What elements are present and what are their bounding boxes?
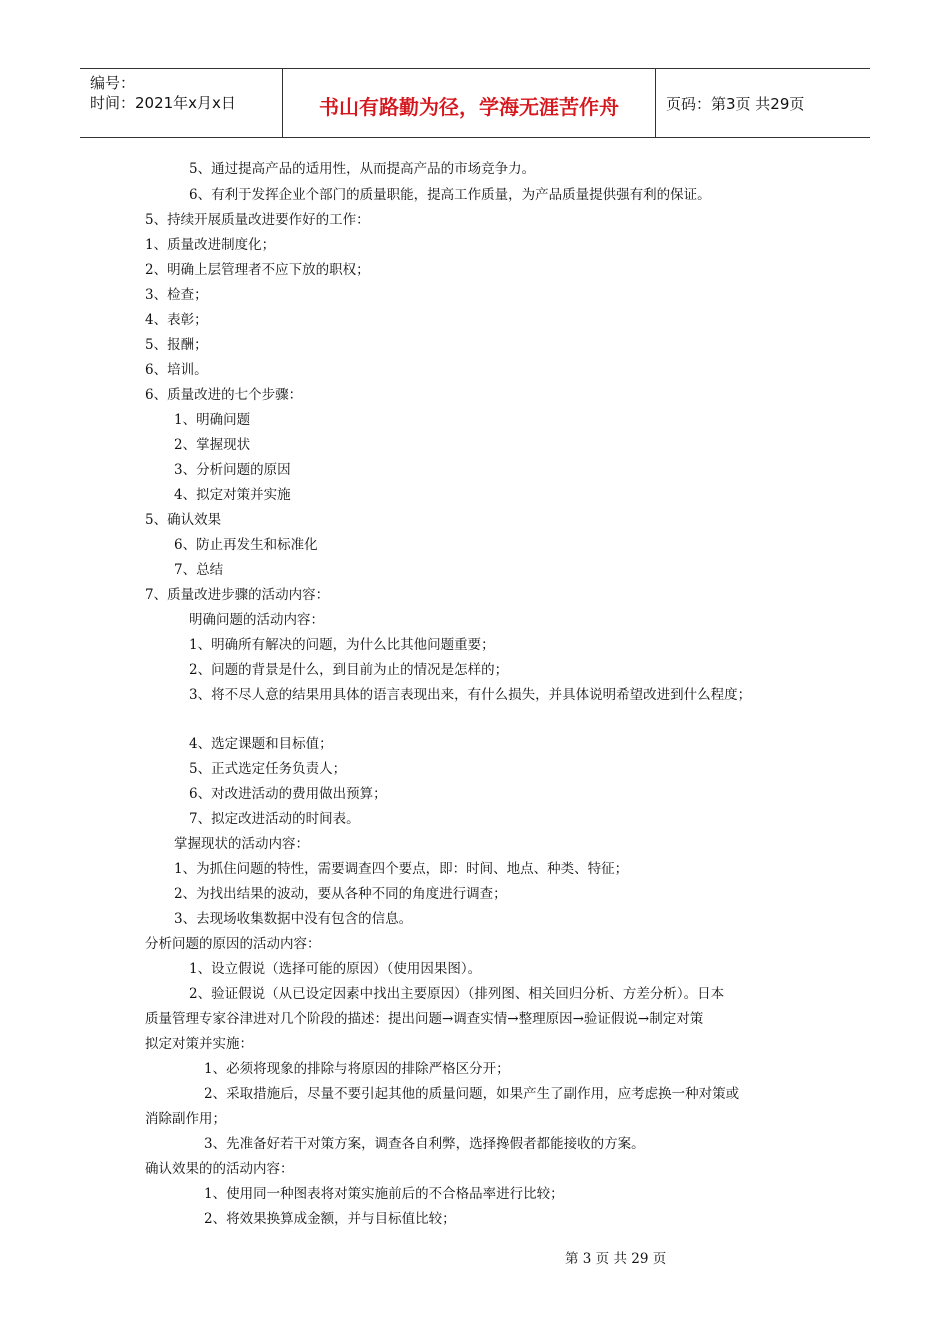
text-line: 5、通过提高产品的适用性，从而提高产品的市场竞争力。	[189, 161, 536, 177]
header-divider	[655, 69, 656, 137]
page-header	[80, 68, 870, 138]
text-line: 2、掌握现状	[174, 437, 251, 453]
header-page-label: 页码：第3页 共29页	[666, 95, 805, 113]
page-footer: 第 3 页 共 29 页	[565, 1251, 667, 1267]
text-line: 5、确认效果	[145, 512, 222, 528]
text-line: 1、设立假说（选择可能的原因）（使用因果图）。	[189, 961, 482, 977]
text-line: 质量管理专家谷津进对几个阶段的描述：提出问题→调查实情→整理原因→验证假说→制定对策	[145, 1011, 704, 1027]
text-line: 拟定对策并实施：	[145, 1036, 253, 1052]
text-line: 6、培训。	[145, 362, 208, 378]
text-line: 确认效果的的活动内容：	[145, 1161, 294, 1177]
text-line: 3、分析问题的原因	[174, 462, 291, 478]
text-line: 6、对改进活动的费用做出预算；	[189, 786, 387, 802]
time-label: 时间：2021年x月x日	[90, 94, 236, 112]
text-line: 7、拟定改进活动的时间表。	[189, 811, 360, 827]
text-line: 6、防止再发生和标准化	[174, 537, 318, 553]
text-line: 5、持续开展质量改进要作好的工作：	[145, 212, 370, 228]
text-line: 7、质量改进步骤的活动内容：	[145, 587, 330, 603]
text-line: 1、质量改进制度化；	[145, 237, 276, 253]
text-line: 1、必须将现象的排除与将原因的排除严格区分开；	[204, 1061, 510, 1077]
text-line: 4、选定课题和目标值；	[189, 736, 333, 752]
text-line: 2、验证假说（从已设定因素中找出主要原因）（排列图、相关回归分析、方差分析）。日本	[189, 986, 725, 1002]
text-line: 7、总结	[174, 562, 224, 578]
text-line: 3、先准备好若干对策方案，调查各自利弊，选择搀假者都能接收的方案。	[204, 1136, 645, 1152]
text-line: 1、为抓住问题的特性，需要调查四个要点，即：时间、地点、种类、特征；	[174, 861, 629, 877]
text-line: 4、拟定对策并实施	[174, 487, 291, 503]
text-line: 1、明确问题	[174, 412, 251, 428]
text-line: 5、正式选定任务负责人；	[189, 761, 347, 777]
text-line: 3、去现场收集数据中没有包含的信息。	[174, 911, 413, 927]
text-line: 6、有利于发挥企业个部门的质量职能，提高工作质量，为产品质量提供强有利的保证。	[189, 187, 711, 203]
number-label: 编号：	[90, 74, 136, 92]
text-line: 掌握现状的活动内容：	[174, 836, 309, 852]
text-line: 1、使用同一种图表将对策实施前后的不合格品率进行比较；	[204, 1186, 564, 1202]
header-motto: 书山有路勤为径，学海无涯苦作舟	[319, 95, 619, 119]
text-line: 2、为找出结果的波动，要从各种不同的角度进行调查；	[174, 886, 507, 902]
text-line: 1、明确所有解决的问题，为什么比其他问题重要；	[189, 637, 495, 653]
text-line: 2、采取措施后，尽量不要引起其他的质量问题，如果产生了副作用，应考虑换一种对策或	[204, 1086, 740, 1102]
text-line: 2、将效果换算成金额，并与目标值比较；	[204, 1211, 456, 1227]
text-line: 2、问题的背景是什么，到目前为止的情况是怎样的；	[189, 662, 509, 678]
text-line: 3、将不尽人意的结果用具体的语言表现出来，有什么损失，并具体说明希望改进到什么程度；	[189, 687, 752, 703]
header-left	[90, 73, 236, 113]
text-line: 分析问题的原因的活动内容：	[145, 936, 321, 952]
text-line: 4、表彰；	[145, 312, 208, 328]
text-line: 2、明确上层管理者不应下放的职权；	[145, 262, 370, 278]
text-line: 6、质量改进的七个步骤：	[145, 387, 303, 403]
text-line: 5、报酬；	[145, 337, 208, 353]
text-line: 明确问题的活动内容：	[189, 612, 324, 628]
text-line: 消除副作用；	[145, 1111, 226, 1127]
text-line: 3、检查；	[145, 287, 208, 303]
